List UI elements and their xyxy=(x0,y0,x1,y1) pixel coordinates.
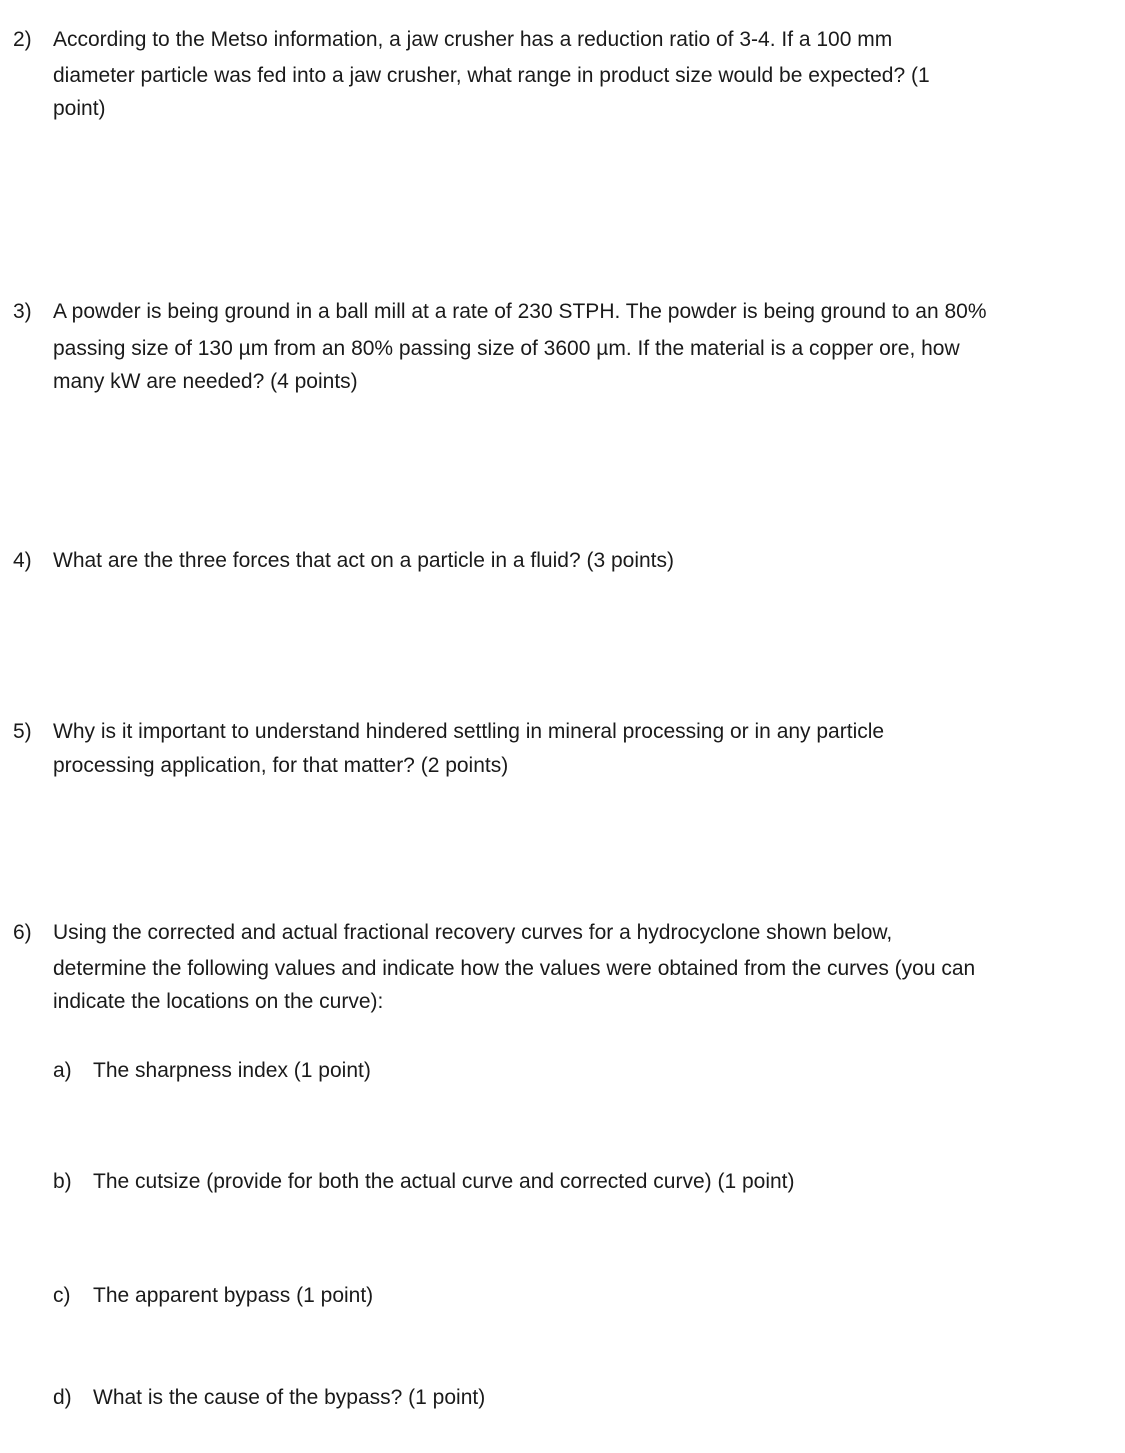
question-text-line: Using the corrected and actual fractional recovery curves for a hydrocyclone shown below, xyxy=(53,921,893,944)
question-number: 4) xyxy=(13,549,32,572)
question-text-line: A powder is being ground in a ball mill at a rate of 230 STPH. The powder is being ground to an 80% xyxy=(53,300,987,323)
subpart-letter: b) xyxy=(53,1170,72,1193)
question-text-line: According to the Metso information, a jaw crusher has a reduction ratio of 3-4. If a 100 mm xyxy=(53,28,893,51)
question-text-line: many kW are needed? (4 points) xyxy=(53,370,358,393)
question-number: 2) xyxy=(13,28,32,51)
question-text-line: What are the three forces that act on a particle in a fluid? (3 points) xyxy=(53,549,674,572)
question-number: 6) xyxy=(13,921,32,944)
question-text-line: indicate the locations on the curve): xyxy=(53,990,384,1013)
question-text-line: passing size of 130 µm from an 80% passing size of 3600 µm. If the material is a copper ore, how xyxy=(53,337,960,360)
question-text-line: point) xyxy=(53,97,106,120)
subpart-text: The cutsize (provide for both the actual curve and corrected curve) (1 point) xyxy=(93,1170,795,1193)
subpart-text: The apparent bypass (1 point) xyxy=(93,1284,374,1307)
question-number: 5) xyxy=(13,720,32,743)
subpart-letter: d) xyxy=(53,1386,72,1409)
question-text-line: diameter particle was fed into a jaw crusher, what range in product size would be expected? (1 xyxy=(53,64,930,87)
question-text-line: determine the following values and indicate how the values were obtained from the curves (you can xyxy=(53,957,976,980)
subpart-text: The sharpness index (1 point) xyxy=(93,1059,371,1082)
subpart-letter: a) xyxy=(53,1059,72,1082)
question-text-line: Why is it important to understand hindered settling in mineral processing or in any particle xyxy=(53,720,885,743)
question-number: 3) xyxy=(13,300,32,323)
question-text-line: processing application, for that matter? (2 points) xyxy=(53,754,509,777)
subpart-text: What is the cause of the bypass? (1 point) xyxy=(93,1386,486,1409)
subpart-letter: c) xyxy=(53,1284,71,1307)
